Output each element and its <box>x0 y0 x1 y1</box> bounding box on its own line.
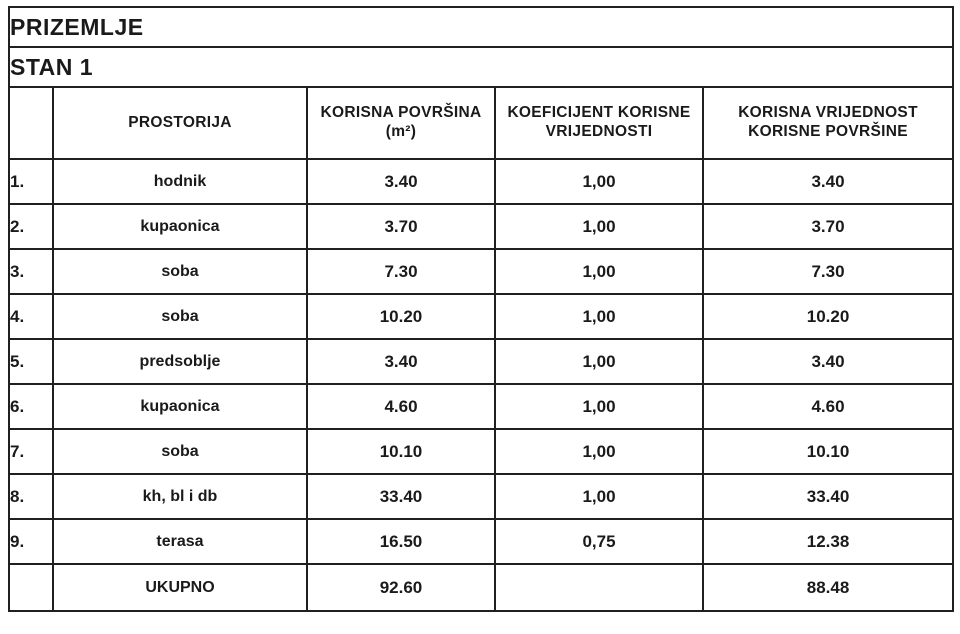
row-coefficient: 1,00 <box>495 474 703 519</box>
row-index: 8. <box>9 474 53 519</box>
row-value: 3.70 <box>703 204 953 249</box>
table-row <box>9 249 953 294</box>
header-value-line2: KORISNE POVRŠINE <box>748 123 908 140</box>
row-index: 9. <box>9 519 53 564</box>
row-value: 3.40 <box>703 159 953 204</box>
total-area: 92.60 <box>307 564 495 611</box>
row-value: 12.38 <box>703 519 953 564</box>
table-row <box>9 159 953 204</box>
row-index: 6. <box>9 384 53 429</box>
row-room: kupaonica <box>53 204 307 249</box>
row-value: 10.20 <box>703 294 953 339</box>
header-coefficient-line1: KOEFICIJENT KORISNE <box>507 104 691 122</box>
row-room: kupaonica <box>53 384 307 429</box>
row-value: 7.30 <box>703 249 953 294</box>
table-row <box>9 429 953 474</box>
row-coefficient: 1,00 <box>495 294 703 339</box>
row-room: hodnik <box>53 159 307 204</box>
header-index <box>9 87 53 159</box>
row-room: soba <box>53 429 307 474</box>
row-room: predsoblje <box>53 339 307 384</box>
table-row <box>9 384 953 429</box>
row-value: 33.40 <box>703 474 953 519</box>
row-index: 2. <box>9 204 53 249</box>
row-value: 10.10 <box>703 429 953 474</box>
row-area: 10.10 <box>307 429 495 474</box>
row-room: soba <box>53 249 307 294</box>
row-room: soba <box>53 294 307 339</box>
row-area: 3.40 <box>307 339 495 384</box>
row-value: 3.40 <box>703 339 953 384</box>
header-room: PROSTORIJA <box>53 87 307 159</box>
row-area: 7.30 <box>307 249 495 294</box>
header-area-line2: (m²) <box>385 123 417 140</box>
row-coefficient: 1,00 <box>495 204 703 249</box>
row-coefficient: 1,00 <box>495 249 703 294</box>
row-coefficient: 0,75 <box>495 519 703 564</box>
header-area-line1: KORISNA POVRŠINA <box>320 104 482 122</box>
row-value: 4.60 <box>703 384 953 429</box>
row-area: 10.20 <box>307 294 495 339</box>
row-room: kh, bl i db <box>53 474 307 519</box>
row-index: 1. <box>9 159 53 204</box>
total-value: 88.48 <box>703 564 953 611</box>
row-room: terasa <box>53 519 307 564</box>
section-title-row <box>9 7 953 47</box>
row-index: 7. <box>9 429 53 474</box>
table-row <box>9 474 953 519</box>
unit-title-row <box>9 47 953 87</box>
row-index: 4. <box>9 294 53 339</box>
row-index: 3. <box>9 249 53 294</box>
row-coefficient: 1,00 <box>495 429 703 474</box>
row-coefficient: 1,00 <box>495 384 703 429</box>
row-area: 3.70 <box>307 204 495 249</box>
row-area: 33.40 <box>307 474 495 519</box>
total-index <box>9 564 53 611</box>
unit-title: STAN 1 <box>9 47 953 87</box>
table-row <box>9 519 953 564</box>
row-area: 4.60 <box>307 384 495 429</box>
table-row <box>9 294 953 339</box>
table-header-row <box>9 87 953 159</box>
table-row <box>9 204 953 249</box>
section-title: PRIZEMLJE <box>9 7 953 47</box>
header-value <box>703 87 953 159</box>
table-total-row <box>9 564 953 611</box>
total-coefficient <box>495 564 703 611</box>
row-area: 16.50 <box>307 519 495 564</box>
row-coefficient: 1,00 <box>495 159 703 204</box>
row-area: 3.40 <box>307 159 495 204</box>
table-row <box>9 339 953 384</box>
total-label: UKUPNO <box>53 564 307 611</box>
header-coefficient-line2: VRIJEDNOSTI <box>545 123 653 140</box>
row-coefficient: 1,00 <box>495 339 703 384</box>
header-value-line1: KORISNA VRIJEDNOST <box>738 104 918 122</box>
header-coefficient <box>495 87 703 159</box>
apartment-area-table <box>8 6 954 612</box>
header-area <box>307 87 495 159</box>
row-index: 5. <box>9 339 53 384</box>
